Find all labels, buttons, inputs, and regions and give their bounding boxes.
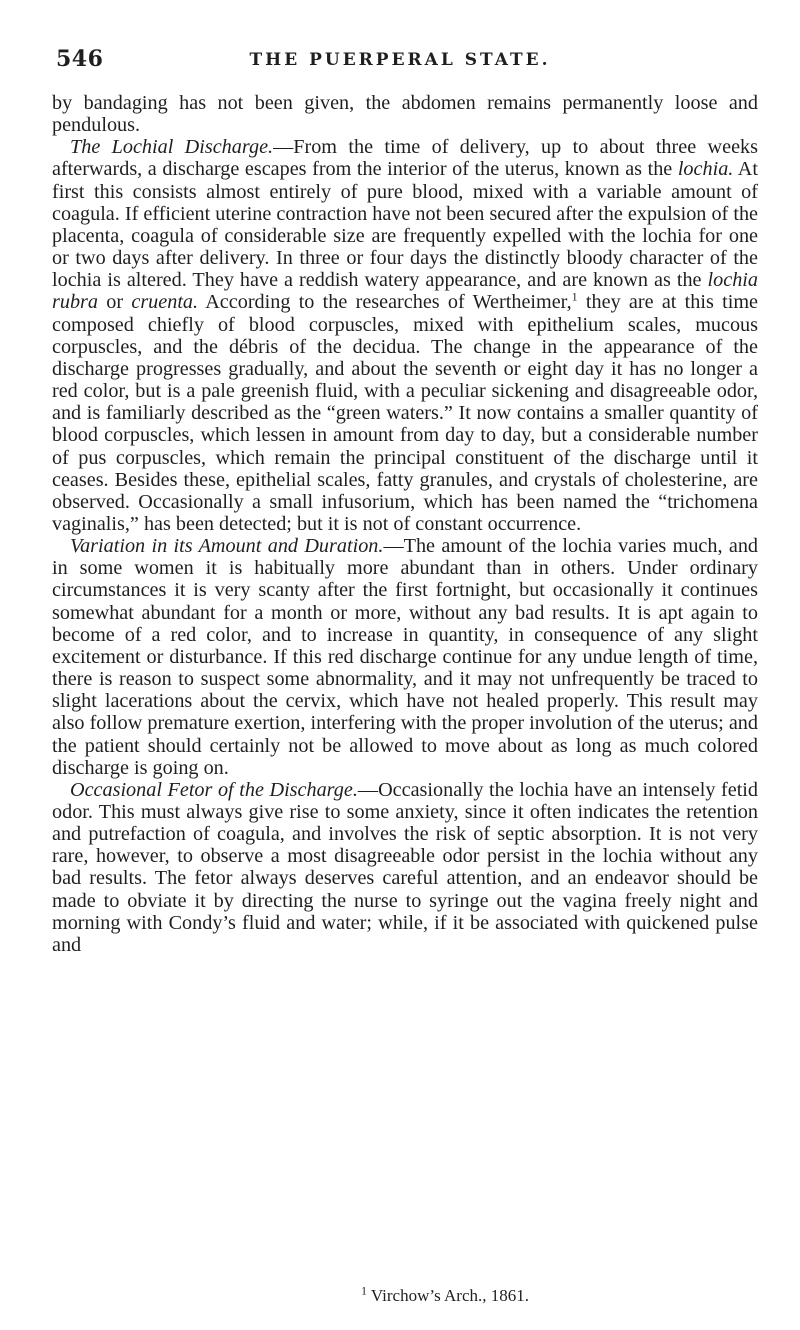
section-heading: Occasional Fetor of the Discharge. — [70, 778, 358, 801]
paragraph-text: According to the researches of Wertheimer, — [198, 291, 572, 314]
emphasis: lochia rubra — [52, 269, 758, 314]
paragraph-continuation — [52, 92, 758, 136]
footnote — [0, 1283, 800, 1306]
footnote-reference: 1 — [571, 289, 578, 304]
running-head: THE PUERPERAL STATE. — [249, 50, 551, 70]
footnote-marker: 1 — [360, 1283, 367, 1298]
paragraph-text: —The amount of the lochia varies much, and in some women it is habitually more abundant than in others. Under ordinary circumstances it is very scanty after the first fortnight, but occasionally it continues somewhat abundant for a month or more, without any bad results. It is apt again to become of a red color, and to increase in quantity, in consequence of any slight excitement or disturbance. If this red discharge continue for any undue length of time, there is reason to suspect some abnormality, and it may not unfrequently be traced to slight lacerations about the cervix, which have not healed properly. This result may also follow premature exertion, interfering with the proper involution of the uterus; and the patient should certainly not be allowed to move about as long as much colored discharge is going on. — [52, 535, 759, 779]
paragraph-text: —From the time of delivery, up to about three weeks afterwards, a discharge escapes from the interior of the uterus, known as the — [52, 136, 758, 181]
paragraph-lochial-discharge — [52, 136, 758, 535]
footnote-text: Virchow’s Arch., 1861. — [370, 1286, 530, 1305]
body-text — [52, 92, 758, 956]
emphasis: cruenta. — [131, 291, 199, 314]
paragraph-text: —Occasionally the lochia have an intensely fetid odor. This must always give rise to some anxiety, since it often indicates the retention and putrefaction of coagula, and involves the risk of septic absorption. It is not very rare, however, to observe a most disagreeable odor persist in the lochia without any bad results. The fetor always deserves careful attention, and an endeavor should be made to obviate it by directing the nurse to syringe out the vagina freely night and morning with Condy’s fluid and water; while, if it be associated with quickened pulse and — [52, 778, 759, 956]
section-heading: Variation in its Amount and Duration. — [70, 535, 384, 558]
paragraph-text: At first this consists almost entirely of pure blood, mixed with a variable amount of coagula. If efficient uterine contraction have not been secured after the expulsion of the placenta, coagula of considerable size are frequently expelled with the lochia for one or two days after delivery. In three or four days the distinctly bloody character of the lochia is altered. They have a reddish watery appearance, and are known as the — [52, 158, 758, 292]
paragraph-text: by bandaging has not been given, the abdomen remains permanently loose and pendulous. — [52, 92, 758, 137]
section-heading: The Lochial Discharge. — [70, 136, 274, 159]
paragraph-variation — [52, 535, 758, 779]
page-header — [0, 46, 800, 86]
paragraph-text: or — [98, 291, 132, 314]
page-number: 546 — [56, 46, 104, 72]
paragraph-fetor — [52, 779, 758, 956]
paragraph-text: they are at this time composed chiefly of blood corpuscles, mixed with epithelium scales, mucous corpuscles, and the débris of the decidua. The change in the appearance of the discharge progresses gradually, and about the seventh or eight day it has no longer a red color, but is a pale greenish fluid, with a peculiar sickening and disagreeable odor, and is familiarly described as the “green waters.” It now contains a smaller quantity of blood corpuscles, which lessen in amount from day to day, but a considerable number of pus corpuscles, which remain the principal constituent of the discharge until it ceases. Besides these, epithelial scales, fatty granules, and crystals of cholesterine, are observed. Occasionally a small infusorium, which has been named the “trichomena vaginalis,” has been detected; but it is not of constant occurrence. — [52, 291, 758, 535]
emphasis: lochia. — [677, 158, 734, 181]
